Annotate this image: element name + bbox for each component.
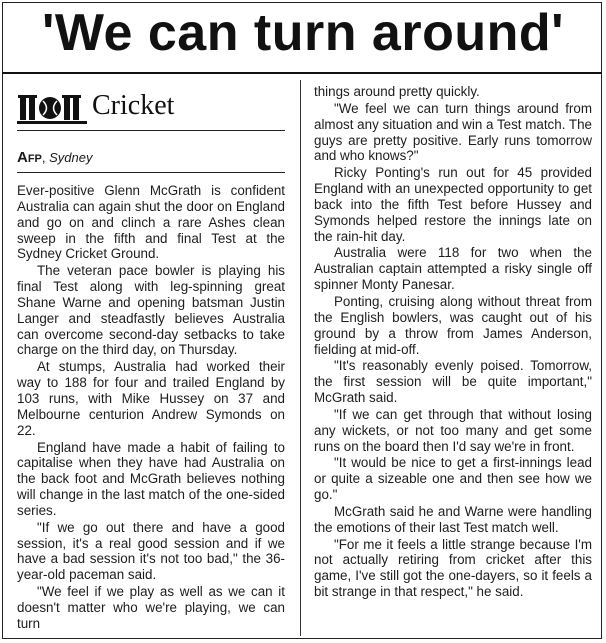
paragraph: "For me it feels a little strange because I'm not actually retiring from cricket after this game, I've still got the one-dayers, so it feels a bit strange in that respect," he said. [314, 536, 592, 600]
section-name: Cricket [92, 90, 175, 121]
paragraph: "If we can get through that without losing any wickets, or not too many and get some runs on the board then I'd say we're in front. [314, 406, 592, 454]
byline-agency: Afp [17, 149, 42, 166]
paragraph: Ponting, cruising along without threat from the English bowlers, was caught out of his ground by a throw from James Anderson, fielding at mid-off. [314, 293, 592, 357]
byline-rule [17, 172, 285, 173]
paragraph: Ricky Ponting's run out for 45 provided England with an unexpected opportunity to get back into the fifth Test before Hussey and Symonds helped restore the innings late on the rain-hit day. [314, 165, 592, 244]
paragraph: Ever-positive Glenn McGrath is confident Australia can again shut the door on England and go on and clinch a rare Ashes clean sweep in the fifth and final Test at the Sydney Cricket Ground. [17, 183, 285, 262]
byline: Afp, Sydney [17, 149, 93, 166]
paragraph: "If we go out there and have a good session, it's a real good session and if we have a bad session it's not too bad," the 36-year-old paceman said. [17, 519, 285, 583]
headline: 'We can turn around' [41, 4, 565, 62]
paragraph: McGrath said he and Warne were handling the emotions of their last Test match well. [314, 503, 592, 535]
paragraph: Australia were 118 for two when the Australian captain attempted a risky single off spinner Monty Panesar. [314, 245, 592, 293]
paragraph: England have made a habit of failing to capitalise when they have had Australia on the back foot and McGrath believes nothing will change in the last match of the one-sided series. [17, 439, 285, 518]
headline-rule [2, 72, 602, 74]
paragraph: "It's reasonably evenly poised. Tomorrow, the first session will be quite important," McGrath said. [314, 358, 592, 406]
section-rule [17, 130, 285, 131]
paragraph: The veteran pace bowler is playing his final Test along with leg-spinning great Shane Warne and opening batsman Justin Langer and steadfastly believes Australia can overcome second-day setbacks to take charge on the third day, on Thursday. [17, 263, 285, 358]
column-divider [300, 80, 301, 636]
paragraph: things around pretty quickly. [314, 84, 480, 99]
byline-place: Sydney [49, 150, 93, 165]
paragraph: "We feel if we play as well as we can it doesn't matter who we're playing, we can turn [17, 584, 285, 631]
article-column-right [314, 84, 592, 601]
article-column-left [17, 183, 285, 633]
paragraph: "We feel we can turn things around from almost any situation and win a Test match. The guys are pretty positive. Early runs tomorrow and who knows?" [314, 100, 592, 164]
cricket-stumps-ball-icon [17, 92, 87, 126]
paragraph: At stumps, Australia had worked their way to 188 for four and trailed England by 103 runs, with Mike Hussey on 37 and Melbourne centurion Andrew Symonds on 22. [17, 359, 285, 438]
paragraph: "It would be nice to get a first-innings lead or quite a sizeable one and then see how we go." [314, 455, 592, 503]
